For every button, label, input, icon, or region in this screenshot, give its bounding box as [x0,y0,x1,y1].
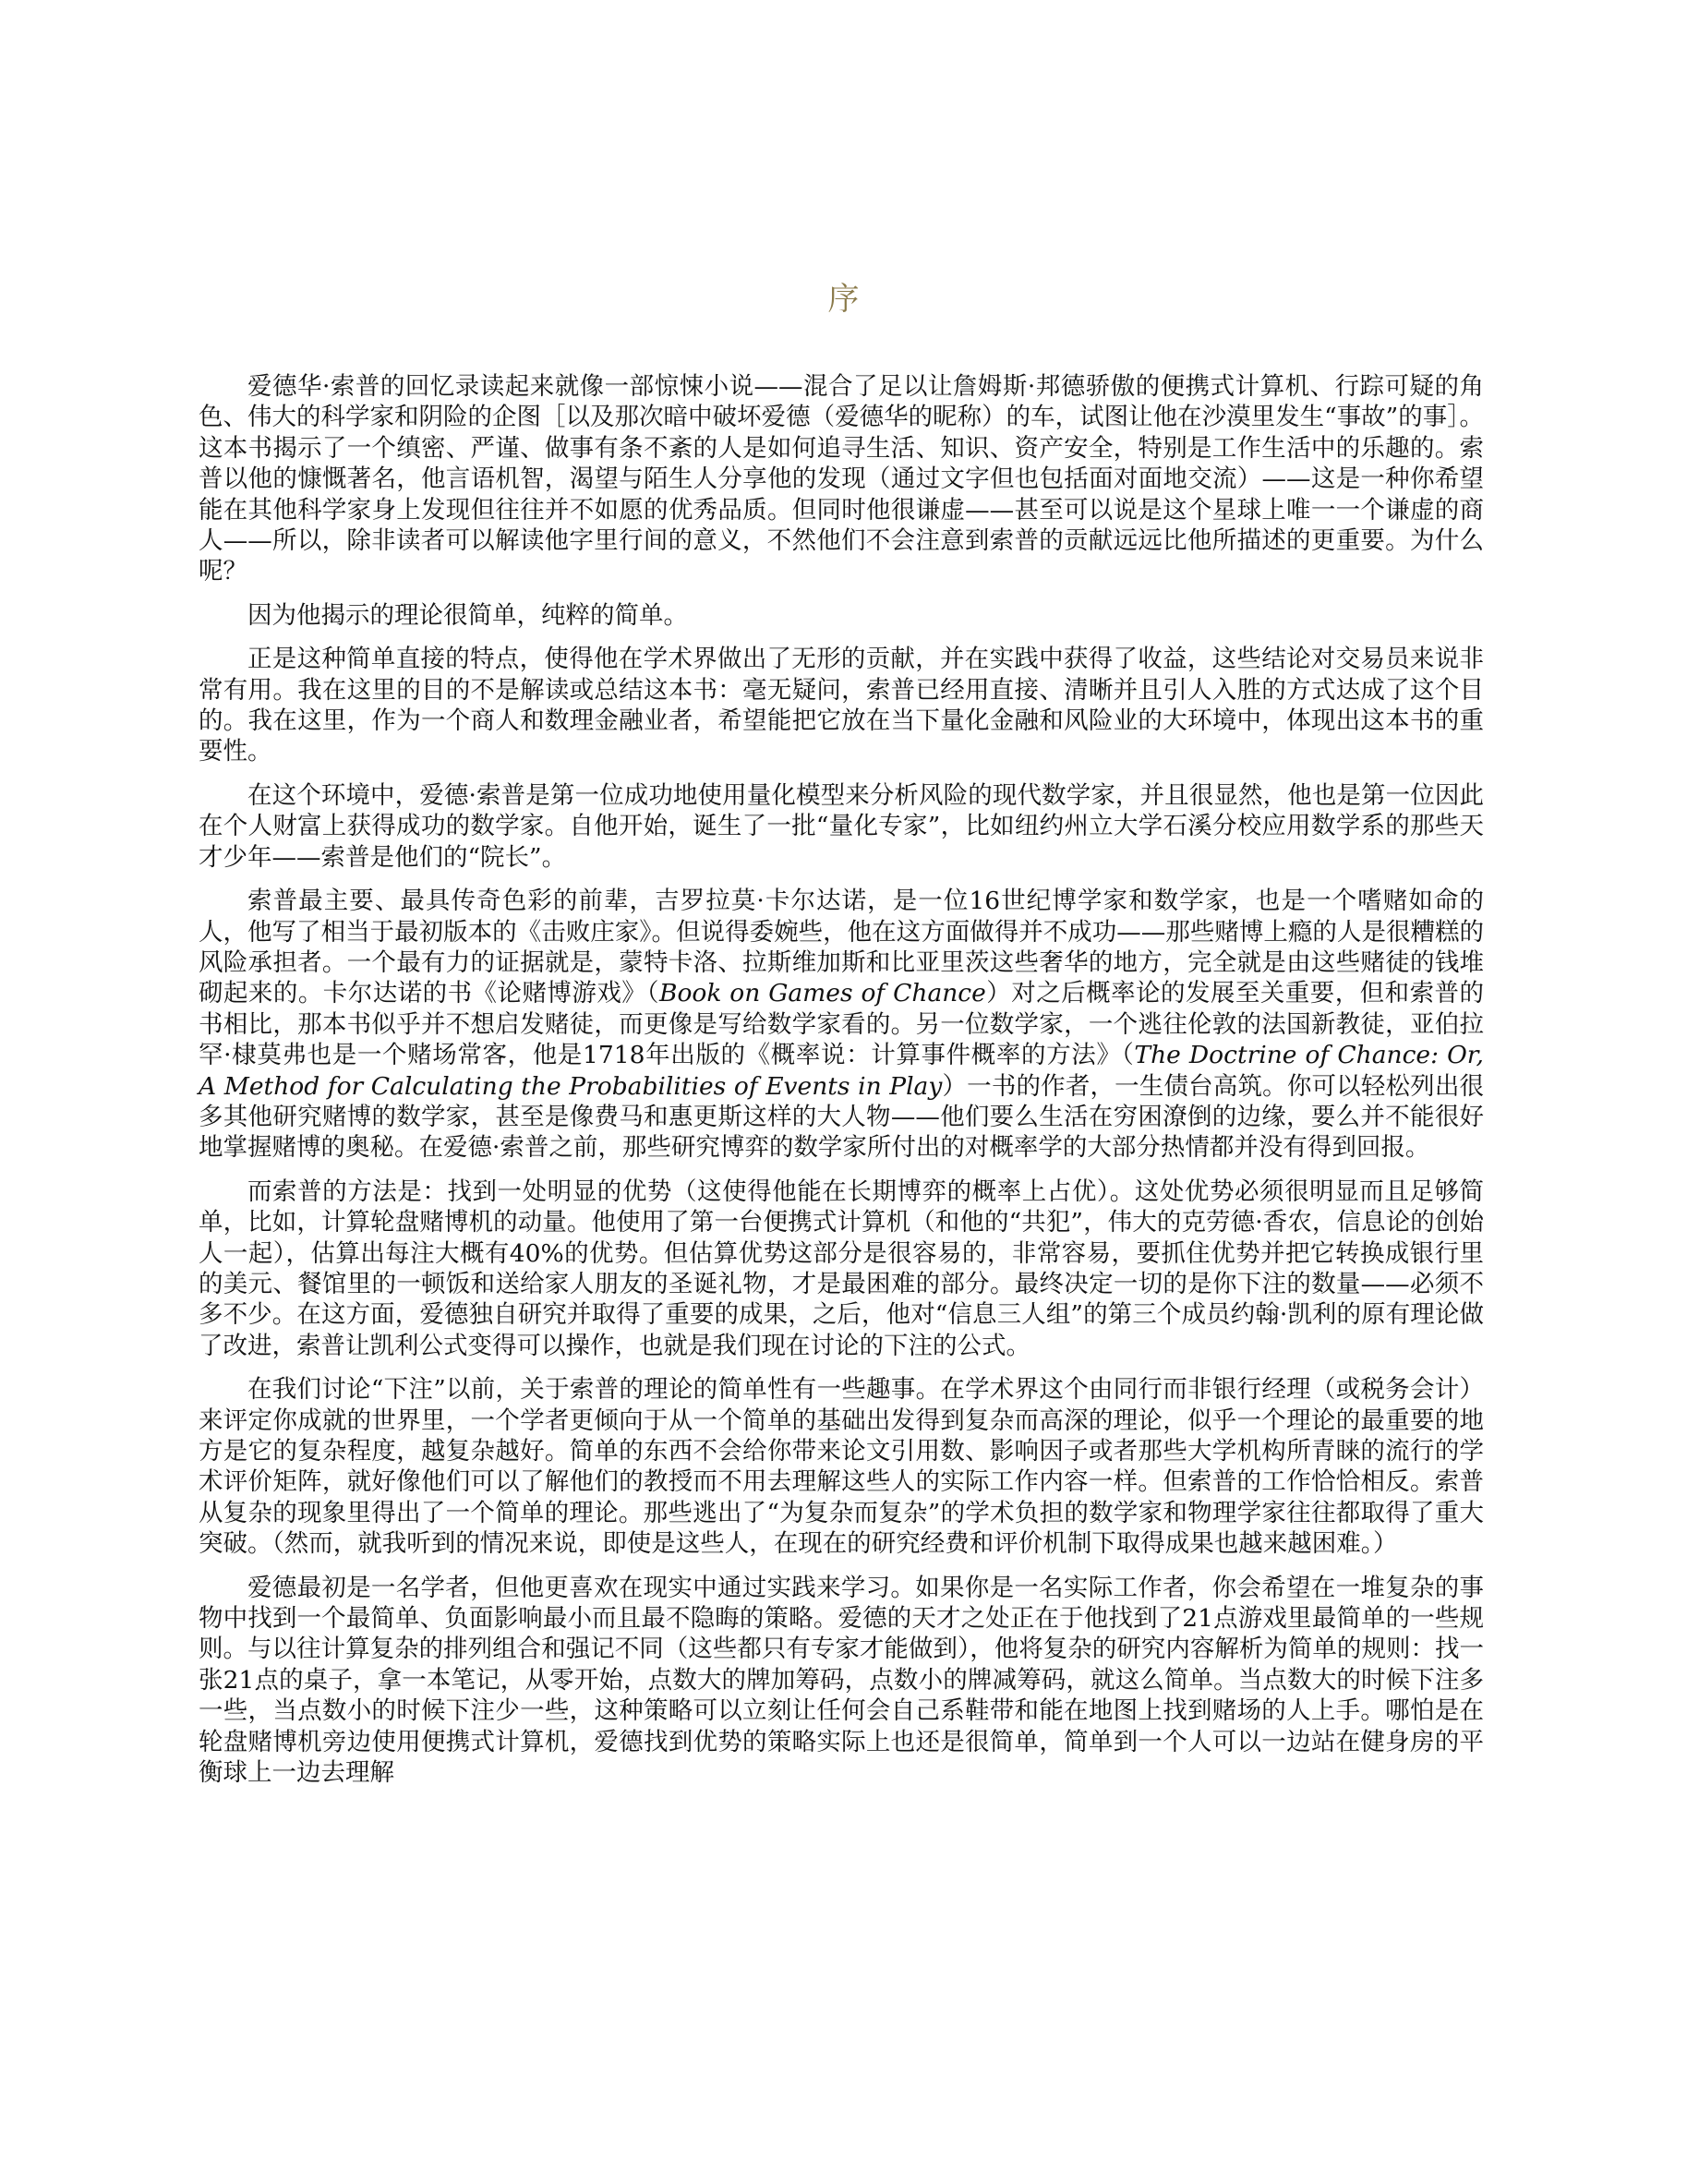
paragraph: 在这个环境中，爱德·索普是第一位成功地使用量化模型来分析风险的现代数学家，并且很显然，他也是第一位因此在个人财富上获得成功的数学家。自他开始，诞生了一批“量化专家”，比如纽约州立大学石溪分校应用数学系的那些天才少年——索普是他们的“院长”。 [199,780,1484,872]
paragraph [199,886,1484,1164]
chapter-title: 序 [827,281,860,318]
paragraph-text: ）一书的作者，一生债台高筑。你可以轻松列出很多其他研究赌博的数学家，甚至是像费马和惠更斯这样的大人物——他们要么生活在穷困潦倒的边缘，要么并不能很好地掌握赌博的奥秘。在爱德·索普之前，那些研究博弈的数学家所付出的对概率学的大部分热情都并没有得到回报。 [199,1071,1484,1163]
book-title-english: Book on Games of Chance [658,979,986,1008]
paragraph: 因为他揭示的理论很简单，纯粹的简单。 [247,600,688,630]
paragraph: 爱德华·索普的回忆录读起来就像一部惊悚小说——混合了足以让詹姆斯·邦德骄傲的便携式计算机、行踪可疑的角色、伟大的科学家和阴险的企图［以及那次暗中破坏爱德（爱德华的昵称）的车，试图让他在沙漠里发生“事故”的事］。这本书揭示了一个缜密、严谨、做事有条不紊的人是如何追寻生活、知识、资产安全，特别是工作生活中的乐趣的。索普以他的慷慨著名，他言语机智，渴望与陌生人分享他的发现（通过文字但也包括面对面地交流）——这是一种你希望能在其他科学家身上发现但往往并不如愿的优秀品质。但同时他很谦虚——甚至可以说是这个星球上唯一一个谦虚的商人——所以，除非读者可以解读他字里行间的意义，不然他们不会注意到索普的贡献远远比他所描述的更重要。为什么呢？ [199,372,1484,586]
body-text [199,371,1484,1788]
paragraph: 而索普的方法是：找到一处明显的优势（这使得他能在长期博弈的概率上占优）。这处优势必须很明显而且足够简单，比如，计算轮盘赌博机的动量。他使用了第一台便携式计算机（和他的“共犯”，伟大的克劳德·香农，信息论的创始人一起），估算出每注大概有40%的优势。但估算优势这部分是很容易的，非常容易，要抓住优势并把它转换成银行里的美元、餐馆里的一顿饭和送给家人朋友的圣诞礼物，才是最困难的部分。最终决定一切的是你下注的数量——必须不多不少。在这方面，爱德独自研究并取得了重要的成果，之后，他对“信息三人组”的第三个成员约翰·凯利的原有理论做了改进，索普让凯利公式变得可以操作，也就是我们现在讨论的下注的公式。 [199,1176,1484,1360]
paragraph: 在我们讨论“下注”以前，关于索普的理论的简单性有一些趣事。在学术界这个由同行而非银行经理（或税务会计）来评定你成就的世界里，一个学者更倾向于从一个简单的基础出发得到复杂而高深的理论，似乎一个理论的最重要的地方是它的复杂程度，越复杂越好。简单的东西不会给你带来论文引用数、影响因子或者那些大学机构所青睐的流行的学术评价矩阵，就好像他们可以了解他们的教授而不用去理解这些人的实际工作内容一样。但索普的工作恰恰相反。索普从复杂的现象里得出了一个简单的理论。那些逃出了“为复杂而复杂”的学术负担的数学家和物理学家往往都取得了重大突破。（然而，就我听到的情况来说，即使是这些人，在现在的研究经费和评价机制下取得成果也越来越困难。） [199,1375,1484,1559]
paragraph: 正是这种简单直接的特点，使得他在学术界做出了无形的贡献，并在实践中获得了收益，这些结论对交易员来说非常有用。我在这里的目的不是解读或总结这本书：毫无疑问，索普已经用直接、清晰并且引人入胜的方式达成了这个目的。我在这里，作为一个商人和数理金融业者，希望能把它放在当下量化金融和风险业的大环境中，体现出这本书的重要性。 [199,645,1484,766]
paragraph-text: 索普最主要、最具传奇色彩的前辈，吉罗拉莫·卡尔达诺，是一位16世纪博学家和数学家，也是一个嗜赌如命的人，他写了相当于最初版本的《击败庄家》。但说得委婉些，他在这方面做得并不成功——那些赌博上瘾的人是很糟糕的风险承担者。一个最有力的证据就是，蒙特卡洛、拉斯维加斯和比亚里茨这些奢华的地方，完全就是由这些赌徒的钱堆砌起来的。卡尔达诺的书《论赌博游戏》（ [199,887,1484,1008]
paragraph-text: ）对之后概率论的发展至关重要，但和索普的书相比，那本书似乎并不想启发赌徒，而更像是写给数学家看的。另一位数学家，一个逃往伦敦的法国新教徒，亚伯拉罕·棣莫弗也是一个赌场常客，他是1718年出版的《概率说：计算事件概率的方法》（ [199,979,1485,1070]
paragraph: 爱德最初是一名学者，但他更喜欢在现实中通过实践来学习。如果你是一名实际工作者，你会希望在一堆复杂的事物中找到一个最简单、负面影响最小而且最不隐晦的策略。爱德的天才之处正在于他找到了21点游戏里最简单的一些规则。与以往计算复杂的排列组合和强记不同（这些都只有专家才能做到），他将复杂的研究内容解析为简单的规则：找一张21点的桌子，拿一本笔记，从零开始，点数大的牌加筹码，点数小的牌减筹码，就这么简单。当点数大的时候下注多一些，当点数小的时候下注少一些，这种策略可以立刻让任何会自己系鞋带和能在地图上找到赌场的人上手。哪怕是在轮盘赌博机旁边使用便携式计算机，爱德找到优势的策略实际上也还是很简单，简单到一个人可以一边站在健身房的平衡球上一边去理解 [199,1573,1484,1788]
book-title-english: The Doctrine of Chance: Or, A Method for Calculating the Probabilities of Events in Play [199,1041,1484,1101]
